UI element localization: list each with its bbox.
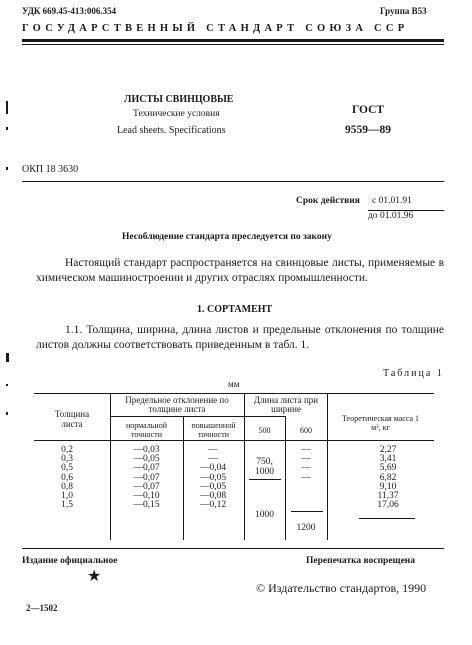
th-increased-precision: повышенной точности (191, 421, 236, 439)
section-clause: 1.1. Толщина, ширина, длина листов и предельные отклонения по толщине листов должны соответствовать приведенным в табл. 1. (36, 324, 444, 351)
col-mass (364, 446, 412, 510)
margin-mark (6, 412, 8, 415)
cell-mass: 2,27 (379, 445, 397, 455)
cell-thickness: 0,8 (61, 481, 73, 492)
title-subtitle-ru: Технические условия (133, 109, 220, 119)
table-caption: Таблица 1 (383, 368, 444, 379)
law-note: Несоблюдение стандарта преследуется по закону (122, 232, 332, 242)
okp-code: ОКП 18 3630 (22, 164, 79, 175)
cell-len500-b: 1000 (255, 467, 274, 477)
margin-mark (6, 101, 8, 114)
cell-mass: 17,06 (377, 500, 399, 511)
table-top-rule (34, 393, 434, 394)
margin-mark (6, 127, 8, 130)
cell-thickness: 0,6 (61, 472, 73, 483)
udk-code: УДК 669.45-413:006.354 (22, 6, 117, 16)
cell-len600: — (301, 463, 311, 474)
cell-mass: 5,69 (379, 463, 397, 474)
margin-mark (6, 353, 9, 362)
th-thickness: Толщина листа (54, 409, 90, 429)
okp-rule (22, 181, 444, 182)
cell-normal: —0,07 (133, 472, 160, 483)
cell-increased: — (208, 445, 218, 455)
section-title: 1. СОРТАМЕНТ (197, 304, 273, 315)
cell-normal: —0,05 (133, 454, 160, 465)
cell-increased: —0,04 (199, 463, 227, 474)
margin-mark (6, 384, 8, 386)
cell-increased: —0,05 (199, 472, 227, 483)
th-deviation-group: Предельное отклонение по толщине листа (125, 395, 229, 414)
title-ru: ЛИСТЫ СВИНЦОВЫЕ (124, 94, 234, 105)
cell-len600: — (301, 472, 311, 483)
table-unit: мм (228, 379, 240, 389)
cell-increased: —0,08 (199, 491, 227, 502)
cell-len500-a: 750, (256, 457, 273, 467)
reprint-notice: Перепечатка воспрещена (306, 556, 416, 566)
cell-len600: — (301, 454, 311, 465)
cell-mass: 9,10 (379, 481, 397, 492)
validity-from: с 01.01.91 (372, 196, 412, 206)
validity-label: Срок действия (296, 196, 360, 206)
header-thin-rule (22, 44, 444, 45)
th-width-500: 500 (258, 426, 271, 435)
cell-thickness: 1,5 (61, 500, 73, 511)
intro-paragraph: Настоящий стандарт распространяется на свинцовые листы, применяемые в химическом машиностроении и других отраслях промышленности. (36, 257, 444, 284)
cell-normal: —0,03 (133, 445, 160, 455)
validity-to: до 01.01.96 (368, 211, 414, 221)
col-thickness (52, 446, 82, 510)
print-code: 2—1502 (26, 603, 58, 613)
group-code: Группа В53 (380, 6, 427, 16)
cell-thickness: 1,0 (61, 491, 73, 502)
cell-increased: —0,05 (199, 481, 227, 492)
footer-rule (22, 548, 444, 549)
cell-mass: 11,37 (377, 491, 399, 502)
cell-len600-c: 1200 (296, 523, 316, 533)
cell-normal: —0,10 (133, 491, 160, 502)
cell-len600: — (301, 445, 311, 455)
col-len600 (285, 446, 327, 483)
edition-label: Издание официальное (22, 556, 118, 566)
cell-mass: 6,82 (379, 472, 397, 483)
th-width-600: 600 (300, 426, 312, 435)
gost-number: 9559—89 (345, 124, 391, 136)
cell-normal: —0,15 (133, 500, 160, 511)
col-increased-precision (189, 446, 237, 510)
table-header-bottom-rule (34, 440, 434, 441)
cell-len500-c: 1000 (255, 510, 274, 520)
mass-divider (359, 518, 415, 519)
gost-label: ГОСТ (352, 104, 385, 116)
cell-thickness: 0,5 (61, 463, 73, 474)
title-en: Lead sheets. Specifications (117, 125, 226, 136)
len500-divider (249, 479, 281, 480)
len600-divider (291, 511, 323, 512)
th-theoretical-mass: Теоретическая масса 1 м², кг (341, 414, 420, 432)
cell-increased: —0,12 (199, 500, 227, 511)
star-mark: ★ (87, 568, 102, 585)
th-length-group: Длина листа при ширине (253, 395, 319, 414)
cell-normal: —0,07 (133, 463, 160, 474)
th-normal-precision: нормальной точности (126, 421, 167, 439)
cell-increased: — (208, 454, 218, 465)
publisher-line: © Издательство стандартов, 1990 (256, 581, 427, 595)
state-standard-heading: ГОСУДАРСТВЕННЫЙ СТАНДАРТ СОЮЗА ССР (22, 23, 409, 34)
assortment-table (34, 393, 434, 540)
header-thick-rule (22, 39, 444, 42)
cell-thickness: 0,2 (61, 445, 73, 455)
cell-normal: —0,07 (133, 481, 160, 492)
cell-thickness: 0,3 (61, 454, 73, 465)
margin-mark (6, 167, 8, 170)
col-normal-precision (124, 446, 169, 510)
table-vline-1 (110, 393, 111, 540)
cell-mass: 3,41 (379, 454, 397, 465)
table-subheader-rule (110, 416, 285, 417)
